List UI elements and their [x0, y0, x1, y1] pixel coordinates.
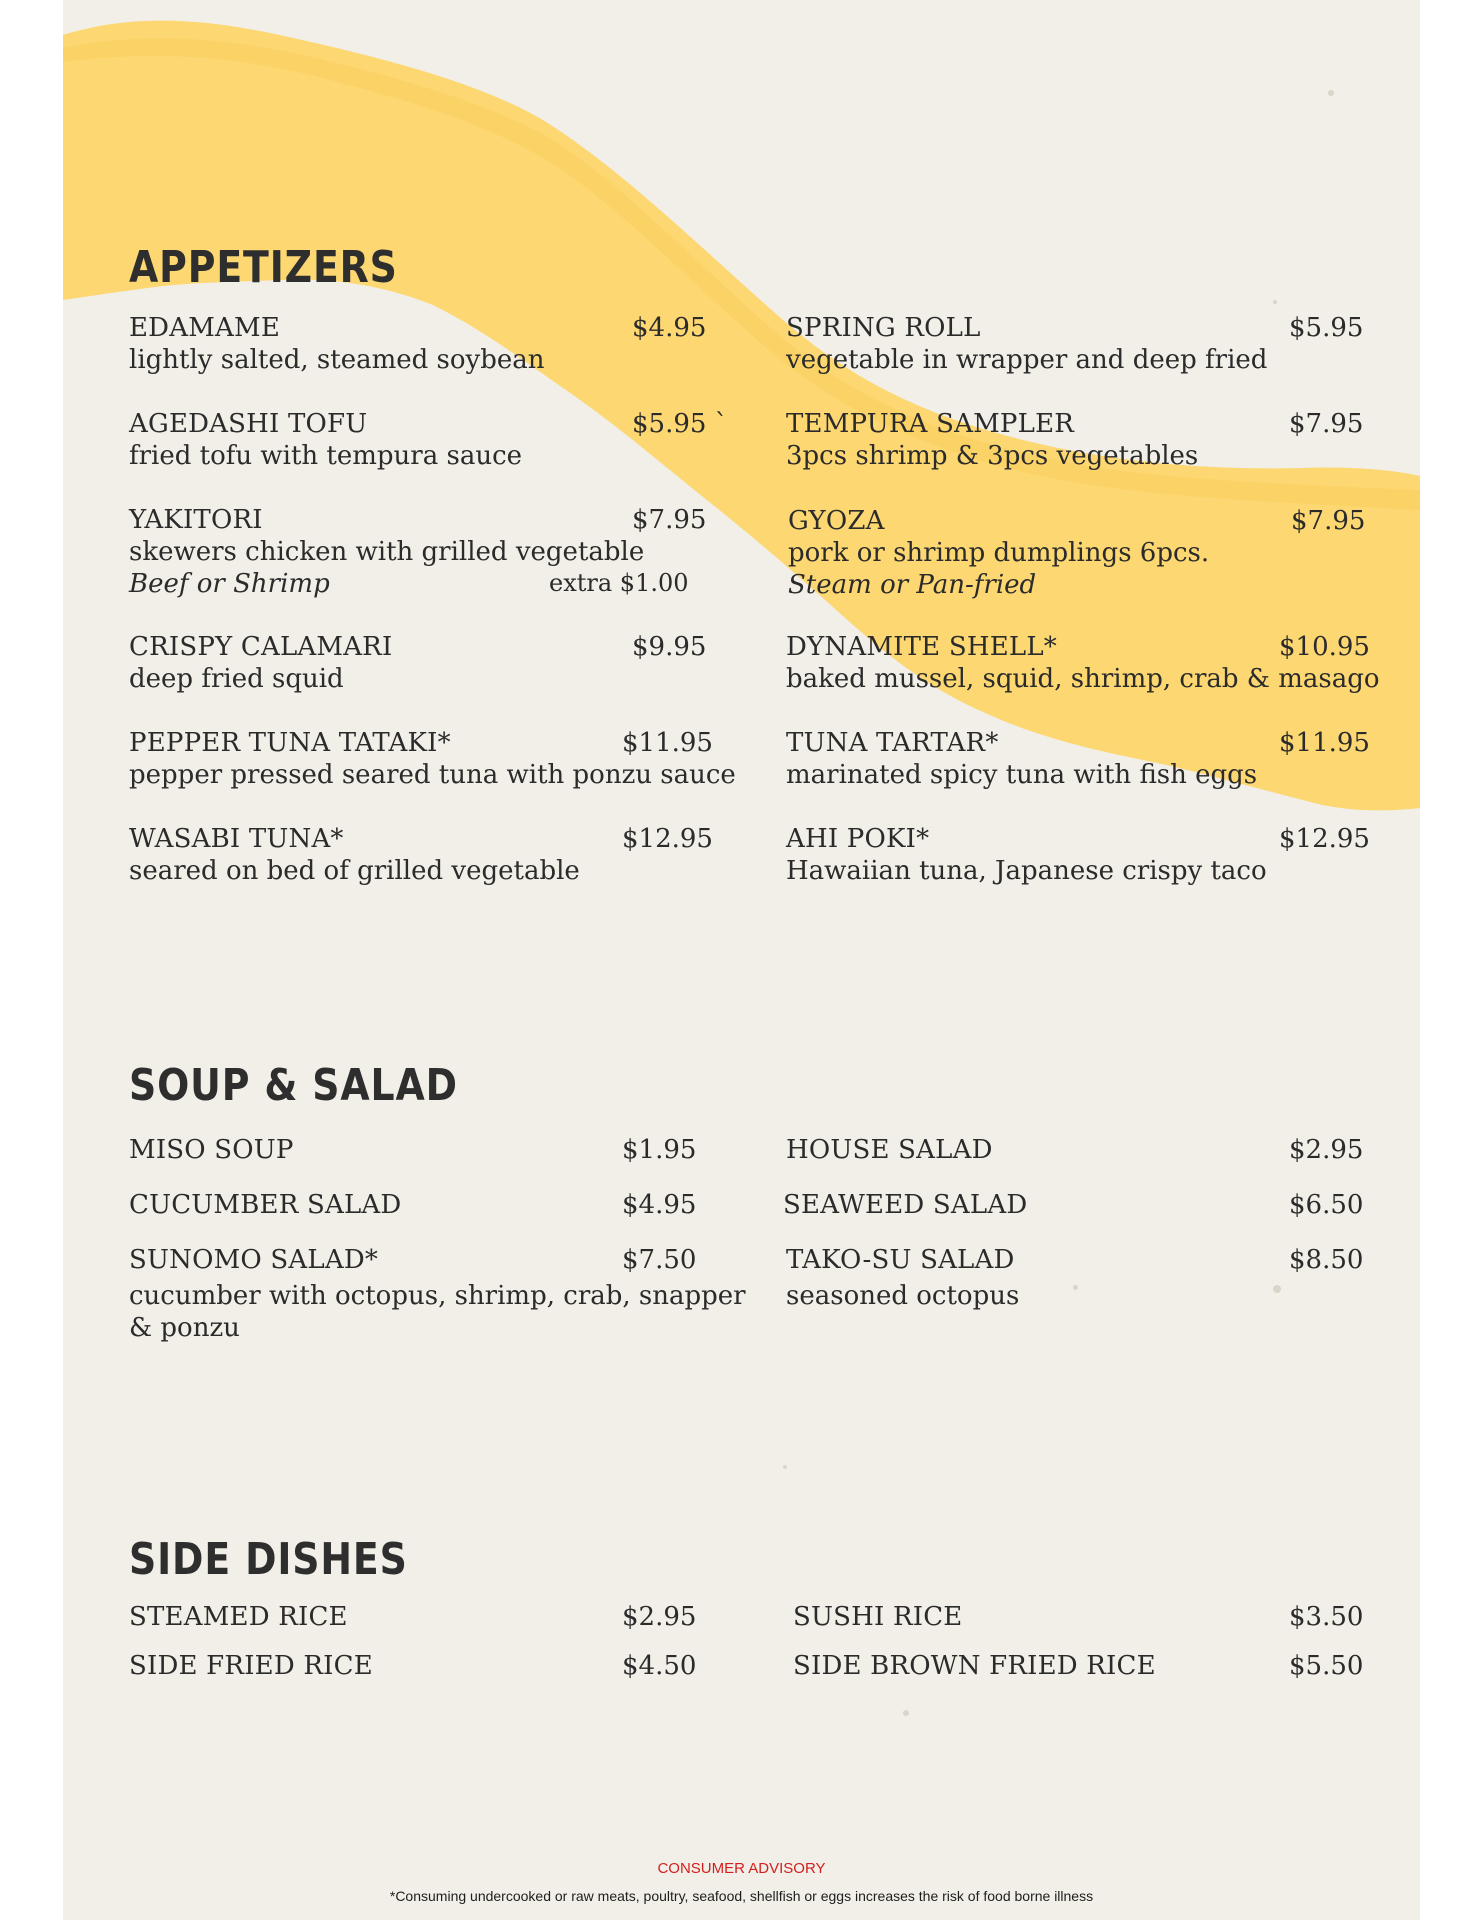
item-name: TEMPURA SAMPLER [786, 409, 1075, 439]
item-name: SEAWEED SALAD [783, 1190, 1028, 1220]
item-name: TAKO-SU SALAD [786, 1245, 1015, 1275]
paper-fleck [783, 1465, 787, 1469]
item-name: TUNA TARTAR* [786, 728, 999, 758]
item-name: AHI POKI* [786, 824, 930, 854]
item-price: $5.50 [1289, 1651, 1364, 1681]
item-name: PEPPER TUNA TATAKI* [129, 728, 451, 758]
item-name: SIDE BROWN FRIED RICE [793, 1651, 1156, 1681]
item-name: SPRING ROLL [786, 313, 981, 343]
item-description: fried tofu with tempura sauce [129, 441, 523, 471]
item-description: pepper pressed seared tuna with ponzu sauce [129, 760, 736, 790]
item-price: $2.95 [1289, 1135, 1364, 1165]
item-price: $7.95 [632, 505, 707, 535]
item-name: HOUSE SALAD [786, 1135, 993, 1165]
item-description: pork or shrimp dumplings 6pcs. [788, 538, 1210, 568]
section-title-appetizers: APPETIZERS [129, 242, 398, 293]
section-title-side-dishes: SIDE DISHES [129, 1534, 408, 1585]
item-price: $12.95 [622, 824, 713, 854]
item-name: GYOZA [788, 506, 885, 536]
item-extra-price: extra $1.00 [549, 569, 689, 597]
menu-page [63, 0, 1420, 1920]
item-price: $10.95 [1279, 632, 1370, 662]
item-name: EDAMAME [129, 313, 281, 343]
item-description: marinated spicy tuna with fish eggs [786, 760, 1258, 790]
item-price: $11.95 [1279, 728, 1370, 758]
item-description: skewers chicken with grilled vegetable [129, 537, 645, 567]
item-price: $4.50 [622, 1651, 697, 1681]
item-description: baked mussel, squid, shrimp, crab & masago [786, 664, 1380, 694]
item-name: CUCUMBER SALAD [129, 1190, 402, 1220]
item-description: lightly salted, steamed soybean [129, 345, 545, 375]
section-title-soup-salad: SOUP & SALAD [129, 1060, 458, 1111]
item-name: SIDE FRIED RICE [129, 1651, 373, 1681]
item-price: $9.95 [632, 632, 707, 662]
item-price: $5.95 [1289, 313, 1364, 343]
item-price: $4.95 [632, 313, 707, 343]
item-name: SUSHI RICE [793, 1602, 963, 1632]
paper-fleck [1073, 1285, 1078, 1290]
item-name: CRISPY CALAMARI [129, 632, 393, 662]
item-price: $3.50 [1289, 1602, 1364, 1632]
item-price: $7.95 [1291, 506, 1366, 536]
item-option-note: Beef or Shrimp [129, 569, 330, 599]
item-description: deep fried squid [129, 664, 344, 694]
item-description: seared on bed of grilled vegetable [129, 856, 580, 886]
item-price: $6.50 [1289, 1190, 1364, 1220]
item-price: $7.50 [622, 1245, 697, 1275]
item-description: 3pcs shrimp & 3pcs vegetables [786, 441, 1199, 471]
item-name: AGEDASHI TOFU [129, 409, 368, 439]
item-price: $2.95 [622, 1602, 697, 1632]
item-name: SUNOMO SALAD* [129, 1245, 379, 1275]
item-price: $4.95 [622, 1190, 697, 1220]
item-description: cucumber with octopus, shrimp, crab, snapper [129, 1281, 746, 1311]
item-option-note: Steam or Pan-fried [788, 570, 1037, 600]
item-name: MISO SOUP [129, 1135, 294, 1165]
item-description-continued: & ponzu [129, 1313, 240, 1343]
item-description: vegetable in wrapper and deep fried [786, 345, 1268, 375]
item-price: $1.95 [622, 1135, 697, 1165]
item-description: seasoned octopus [786, 1281, 1020, 1311]
consumer-advisory-title: CONSUMER ADVISORY [657, 1860, 826, 1877]
consumer-advisory-text: *Consuming undercooked or raw meats, poultry, seafood, shellfish or eggs increases the risk of food borne illness [389, 1888, 1094, 1904]
paper-fleck [1273, 1285, 1281, 1293]
item-name: DYNAMITE SHELL* [786, 632, 1058, 662]
item-price: $5.95 ` [632, 409, 728, 439]
item-price: $11.95 [622, 728, 713, 758]
item-name: STEAMED RICE [129, 1602, 348, 1632]
item-name: WASABI TUNA* [129, 824, 344, 854]
item-description: Hawaiian tuna, Japanese crispy taco [786, 856, 1267, 886]
item-price: $8.50 [1289, 1245, 1364, 1275]
item-price: $7.95 [1289, 409, 1364, 439]
paper-fleck [903, 1710, 909, 1716]
item-name: YAKITORI [129, 505, 263, 535]
item-price: $12.95 [1279, 824, 1370, 854]
